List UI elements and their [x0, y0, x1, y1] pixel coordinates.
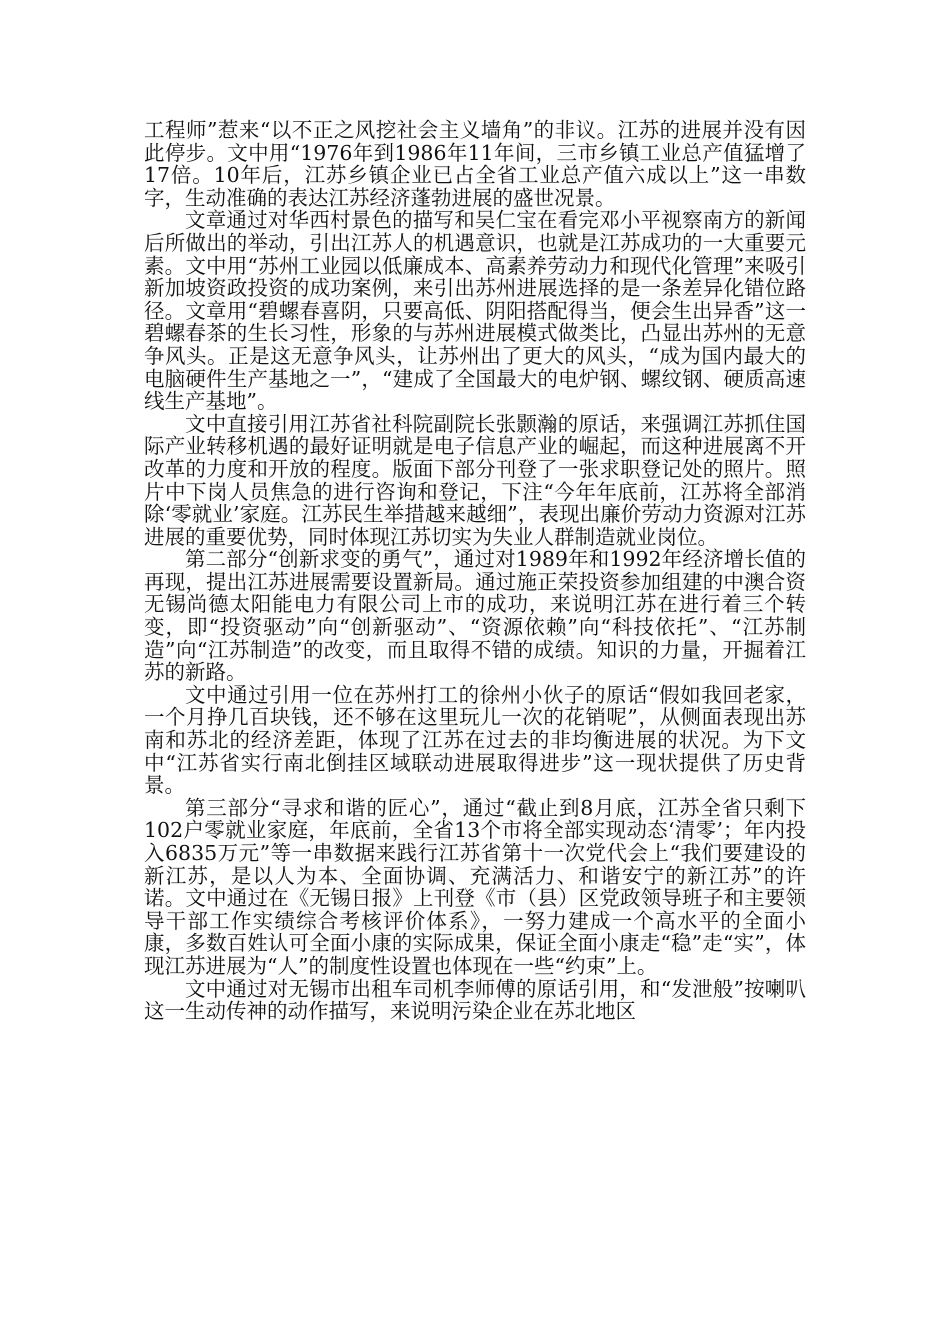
paragraph-6: 第三部分“寻求和谐的匠心”，通过“截止到8月底，江苏全省只剩下102户零就业家庭，年底前，全省13个市将全部实现动态‘清零’；年内投入6835万元”等一串数据来践行江苏省第十一次党代会上“我们要建设的新江苏，是以人为本、全面协调、充满活力、和谐安宁的新江苏”的许诺。文中通过在《无锡日报》上刊登《市（县）区党政领导班子和主要领导干部工作实绩综合考核评价体系》，一努力建成一个高水平的全面小康，多数百姓认可全面小康的实际成果，保证全面小康走“稳”走“实”，体现江苏进展为“人”的制度性设置也体现在一些“约束”上。: [144, 795, 806, 978]
paragraph-3: 文中直接引用江苏省社科院副院长张颢瀚的原话，来强调江苏抓住国际产业转移机遇的最好证明就是电子信息产业的崛起，而这种进展离不开改革的力度和开放的程度。版面下部分刊登了一张求职登记处的照片。照片中下岗人员焦急的进行咨询和登记，下注“今年年底前，江苏将全部消除‘零就业’家庭。江苏民生举措越来越细”，表现出廉价劳动力资源对江苏进展的重要优势，同时体现江苏切实为失业人群制造就业岗位。: [144, 411, 806, 549]
paragraph-4: 第二部分“创新求变的勇气”，通过对1989年和1992年经济增长值的再现，提出江苏进展需要设置新局。通过施正荣投资参加组建的中澳合资无锡尚德太阳能电力有限公司上市的成功，来说明江苏在进行着三个转变，即“投资驱动”向“创新驱动”、“资源依赖”向“科技依托”、“江苏制造”向“江苏制造”的改变，而且取得不错的成绩。知识的力量，开掘着江苏的新路。: [144, 547, 806, 685]
paragraph-1: 工程师”惹来“以不正之风挖社会主义墙角”的非议。江苏的进展并没有因此停步。文中用“1976年到1986年11年间，三市乡镇工业总产值猛增了17倍。10年后，江苏乡镇企业已占全省工业总产值六成以上”这一串数字，生动准确的表达江苏经济蓬勃进展的盛世况景。: [144, 118, 806, 210]
paragraph-2: 文章通过对华西村景色的描写和吴仁宝在看完邓小平视察南方的新闻后所做出的举动，引出江苏人的机遇意识，也就是江苏成功的一大重要元素。文中用“苏州工业园以低廉成本、高素养劳动力和现代化管理”来吸引新加坡资政投资的成功案例，来引出苏州进展选择的是一条差异化错位路径。文章用“碧螺春喜阴，只要高低、阴阳搭配得当，便会生出异香”这一碧螺春茶的生长习性，形象的与苏州进展模式做类比，凸显出苏州的无意争风头。正是这无意争风头，让苏州出了更大的风头，“成为国内最大的电脑硬件生产基地之一”，“建成了全国最大的电炉钢、螺纹钢、硬质高速线生产基地”。: [144, 208, 806, 414]
paragraph-5: 文中通过引用一位在苏州打工的徐州小伙子的原话“假如我回老家，一个月挣几百块钱，还不够在这里玩儿一次的花销呢”，从侧面表现出苏南和苏北的经济差距，体现了江苏在过去的非均衡进展的状况。为下文中“江苏省实行南北倒挂区域联动进展取得进步”这一现状提供了历史背景。: [144, 682, 806, 798]
article-body: [144, 119, 806, 1023]
paragraph-7: 文中通过对无锡市出租车司机李师傅的原话引用，和“发泄般”按喇叭这一生动传神的动作描写，来说明污染企业在苏北地区: [144, 976, 806, 1024]
